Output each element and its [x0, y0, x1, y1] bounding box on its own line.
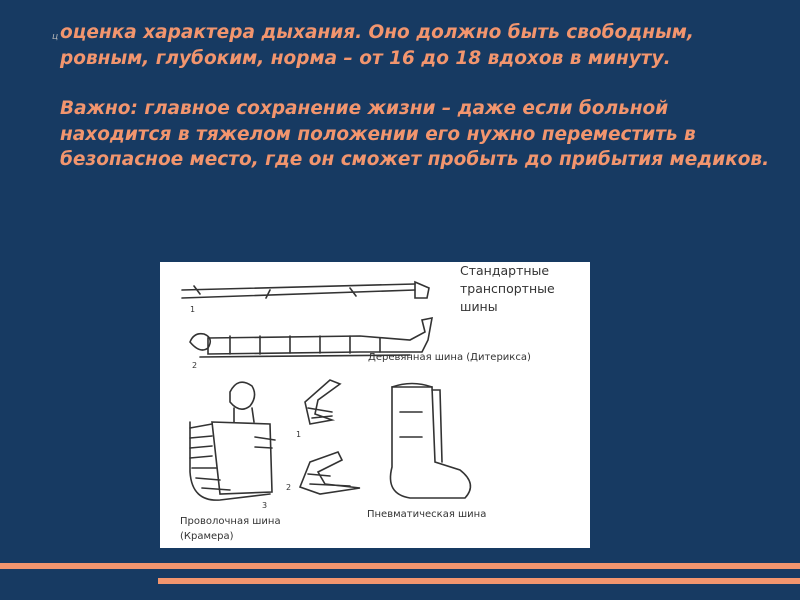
figure-title: Стандартные транспортные шины	[460, 263, 555, 314]
num-label-2b: 2	[286, 483, 292, 492]
num-label-1b: 1	[296, 430, 302, 439]
num-label-1: 1	[190, 305, 196, 314]
num-label-2: 2	[192, 361, 198, 370]
num-label-3: 3	[262, 501, 268, 510]
paragraph-important: Важно: главное сохранение жизни – даже если больной находится в тяжелом положении его нужно переместить в безопасное место, где он сможет пробыть до прибытия медиков.	[60, 98, 770, 170]
decor-bar-bottom	[158, 578, 800, 584]
splints-figure	[160, 262, 590, 548]
wire-splint-label: Проволочная шина (Крамера)	[180, 516, 281, 542]
pneumatic-splint-label: Пневматическая шина	[367, 509, 487, 520]
decor-bar-top	[0, 563, 800, 569]
wooden-splint-label: Деревянная шина (Дитерикса)	[368, 352, 531, 363]
slide-text	[60, 20, 780, 173]
paragraph-breathing: оценка характера дыхания. Оно должно быть свободным, ровным, глубоким, норма – от 16 до 18 вдохов в минуту.	[60, 22, 694, 69]
bullet-glyph: ц	[52, 32, 59, 42]
